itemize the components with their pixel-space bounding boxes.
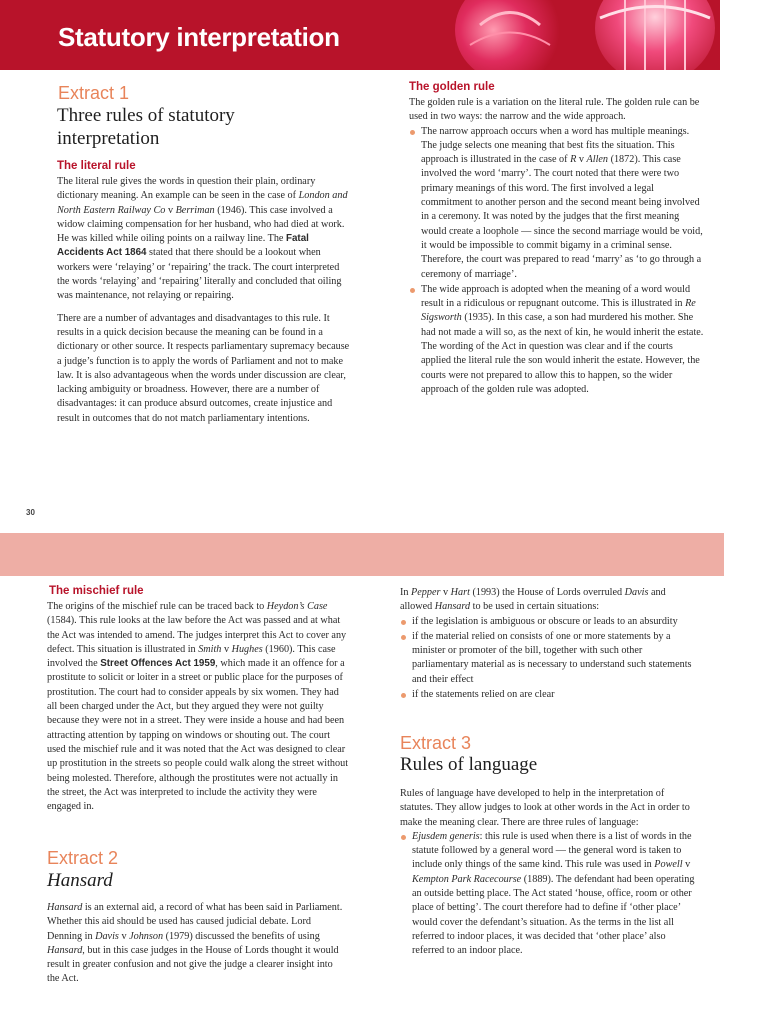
extract-1-title-line-2: interpretation <box>57 128 160 149</box>
italic-run: Smith <box>198 643 222 655</box>
header-banner <box>0 0 720 70</box>
italic-run: Pepper <box>411 587 441 598</box>
extract-2-paragraph <box>47 901 343 987</box>
bullet-item <box>409 125 705 282</box>
text-run: (1946). This case involved a widow claiming compensation for her husband, who had died at work. He was killed while oiling points on a railway line. The <box>57 204 345 245</box>
bullet-item <box>400 688 696 702</box>
bullet-item <box>400 615 696 629</box>
text-run: (1889). The defendant had been operating an outside betting place. The Act stated ‘house, office, room or other place of betting’. The court therefore had to define if ‘other place’ would cover the defendant’s situation. As the terms in the list all referred to indoor places, it was decided that ‘other place’ also referred to an indoor place. <box>412 873 695 957</box>
literal-rule-heading: The literal rule <box>57 160 136 172</box>
italic-run: Hansard <box>434 601 471 613</box>
italic-run: Powell <box>654 859 683 871</box>
italic-run: Davis <box>624 587 649 598</box>
text-run: The wide approach is adopted when the meaning of a word would result in a ridiculous or repugnant outcome. This is illustrated in <box>421 283 691 310</box>
pepper-v-hart-bullets <box>400 615 696 703</box>
literal-rule-paragraph-2 <box>57 312 351 426</box>
extract-3-title: Rules of language <box>400 754 538 775</box>
bullet-dot-icon <box>401 835 406 840</box>
text-run: is an external aid, a record of what has been said in Parliament. Whether this aid should be used has caused judicial debate. Lord Denning in <box>47 902 343 942</box>
text-run: The origins of the mischief rule can be traced back to <box>47 601 267 612</box>
bullet-dot-icon <box>410 130 415 135</box>
golden-rule-intro <box>409 96 705 125</box>
literal-rule-body <box>57 175 351 434</box>
italic-run: Hughes <box>231 643 263 655</box>
page-divider-band <box>0 533 724 576</box>
text-run: (1584). This rule looks at the law before the Act was passed and at what the Act was intended to amend. The judges interpret this Act to cover any defect. This situation is illustrated in <box>47 615 347 655</box>
pepper-v-hart-intro <box>400 586 696 615</box>
bullet-item <box>400 830 698 959</box>
italic-run: Hart <box>450 587 470 598</box>
italic-run: London and North Eastern Railway Co <box>57 190 348 216</box>
text-run: v <box>440 587 451 598</box>
bold-run: Street Offences Act 1959 <box>100 658 216 670</box>
bullet-dot-icon <box>401 693 406 698</box>
text-run: and allowed <box>400 587 666 613</box>
text-run: , but in this case judges in the House of Lords thought it would result in greater confusion and not give the judge a clearer insight into the Act. <box>47 944 339 985</box>
italic-run: Hansard <box>47 944 83 956</box>
extract-3-body <box>400 787 698 960</box>
mischief-rule-paragraph <box>47 600 349 814</box>
italic-run: R <box>570 154 577 166</box>
italic-run: Berriman <box>175 204 215 216</box>
golden-rule-heading: The golden rule <box>409 81 495 93</box>
italic-run: Ejusdem generis <box>412 830 480 842</box>
extract-1-title <box>57 104 235 150</box>
text-run: The narrow approach occurs when a word has multiple meanings. The judge selects one meaning that best fits the situation. This approach is illustrated in the case of <box>421 125 690 166</box>
mischief-rule-heading: The mischief rule <box>49 585 144 597</box>
page-number: 30 <box>26 508 35 517</box>
literal-rule-paragraph-1 <box>57 175 351 304</box>
bullet-dot-icon <box>401 635 406 640</box>
italic-run: Johnson <box>129 930 164 942</box>
text-run: if the material relied on consists of one or more statements by a minister or promoter of the bill, together with such other parliamentary material as is necessary to understand such statements and their effect <box>412 630 692 685</box>
text-run: The golden rule is a variation on the literal rule. The golden rule can be used in two ways: the narrow and the wide approach. <box>409 97 700 123</box>
text-run: v <box>221 643 232 655</box>
text-run: There are a number of advantages and disadvantages to this rule. It results in a quick decision because the meaning can be found in a dictionary or other source. It respects parliamentary supremacy because a judge’s function is to apply the words of Parliament and not to make law. It is also advantageous when the words under discussion are clear, lacking ambiguity or broadness. However, there are a number of disadvantages: it can produce absurd outcomes, create injustice and result in outcomes that do not match parliamentary intentions. <box>57 312 350 424</box>
bullet-item <box>400 630 696 687</box>
extract-3-label: Extract 3 <box>400 733 472 753</box>
italic-run: Allen <box>586 154 609 166</box>
italic-run: Re Sigsworth <box>421 298 696 324</box>
text-run: if the statements relied on are clear <box>412 689 555 701</box>
italic-run: Kempton Park Racecourse <box>412 873 522 885</box>
extract-1-title-line-1: Three rules of statutory <box>57 105 235 126</box>
extract-1-label: Extract 1 <box>58 83 130 103</box>
bullet-dot-icon <box>401 620 406 625</box>
text-run: (1979) discussed the benefits of using <box>163 930 320 942</box>
pepper-v-hart-body <box>400 586 696 703</box>
text-run: The literal rule gives the words in question their plain, ordinary dictionary meaning. An example can be seen in the case of <box>57 176 316 202</box>
text-run: to be used in certain situations: <box>470 601 600 613</box>
text-run: stated that there should be a lookout when workers were ‘relaying’ or ‘repairing’ the track. The court interpreted the words ‘relaying’ and ‘repairing’ literally and concluded that oiling was maintenance, not relaying or repairing. <box>57 247 342 302</box>
extract-2-label: Extract 2 <box>47 848 119 868</box>
text-run: In <box>400 587 412 598</box>
text-run: v <box>576 154 587 166</box>
text-run: v <box>682 859 691 871</box>
text-run: v <box>165 204 176 216</box>
text-run: (1872). This case involved the word ‘marry’. The court noted that there were two primary meanings of this word. The first involved a legal commitment to another person and the second meant being involved in a ceremony. It was noted by the judges that the first meaning would create a loophole — since the second marriage would be void, it would be impossible to commit bigamy in a criminal sense. Therefore, the court was prepared to read ‘marry’ as ‘to go through a ceremony of marriage’. <box>421 154 703 280</box>
extract-2-body <box>47 901 343 995</box>
bullet-item <box>409 283 705 397</box>
extract-3-bullets <box>400 830 698 959</box>
text-run: : this rule is used when there is a list of words in the statute followed by a general word — the general word is taken to include only things of the same kind. This rule was used in <box>412 830 692 871</box>
text-run: (1960). This case involved the <box>47 643 336 670</box>
italic-run: Hansard <box>47 902 83 913</box>
text-run: , which made it an offence for a prostitute to solicit or loiter in a street or public place for the purposes of prostitution. The court had to consider appeals by six women. They had all been charged under the Act, but they argued they were not guilty because they were not in a street. They were inside a house and had been attracting attention by tapping on windows or shouting out. The court used the mischief rule and it was noted that the Act was designed to clear up prostitution in the streets so people could walk along the street without being molested. Therefore, although the prostitutes were not actually in the street, the Act was interpreted to include the activity they were engaged in. <box>47 658 349 813</box>
mischief-rule-body <box>47 600 349 822</box>
italic-run: Davis <box>95 930 119 942</box>
text-run: (1993) the House of Lords overruled <box>469 587 625 598</box>
text-run: v <box>118 930 130 942</box>
banner-photo <box>440 0 720 70</box>
bold-run: Fatal Accidents Act 1864 <box>57 233 309 259</box>
italic-run: Heydon’s Case <box>266 601 328 612</box>
page-title: Statutory interpretation <box>58 22 340 52</box>
extract-3-intro <box>400 787 698 830</box>
golden-rule-bullets <box>409 125 705 398</box>
golden-rule-body <box>409 96 705 398</box>
text-run: (1935). In this case, a son had murdered his mother. She had not made a will so, as the next of kin, he would inherit the estate. The wording of the Act in question was clear and if the courts applied the literal rule the son would inherit the estate. However, the courts were not prepared to allow this to happen, so the wider approach of the golden rule was adopted. <box>421 312 704 395</box>
bullet-dot-icon <box>410 288 415 293</box>
text-run: Rules of language have developed to help in the interpretation of statutes. They allow judges to look at other words in the Act in order to make the meaning clear. There are three rules of language: <box>400 788 690 828</box>
text-run: if the legislation is ambiguous or obscure or leads to an absurdity <box>412 615 678 627</box>
extract-2-title: Hansard <box>47 870 113 891</box>
